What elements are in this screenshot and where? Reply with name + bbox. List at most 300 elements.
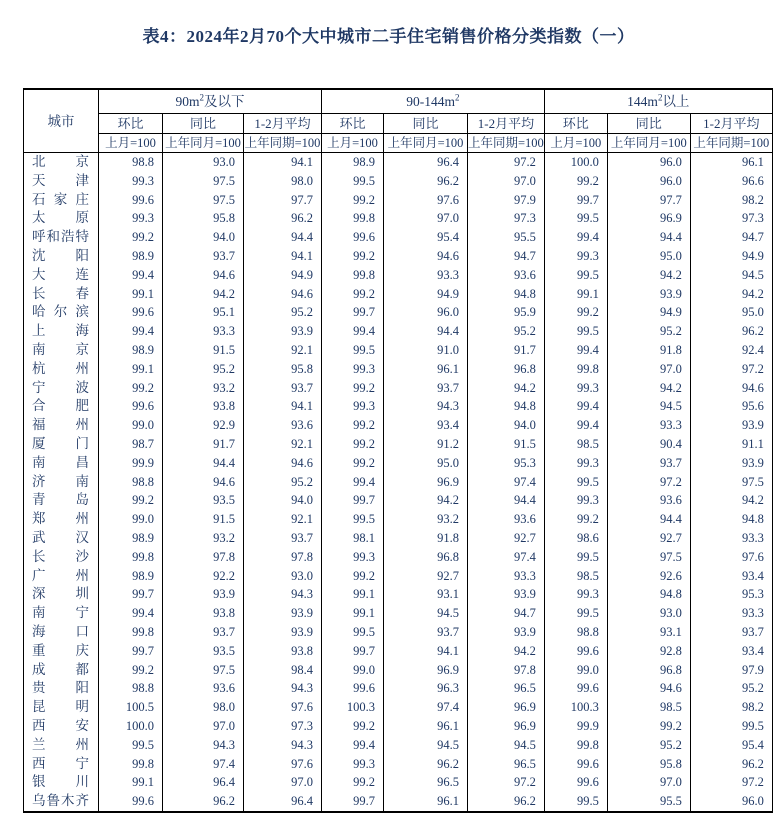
value-cell: 97.2 (690, 773, 772, 792)
value-cell: 93.4 (690, 642, 772, 661)
value-cell: 96.1 (690, 153, 772, 172)
city-cell: 上海 (24, 322, 99, 341)
value-cell: 93.4 (690, 567, 772, 586)
value-cell: 97.5 (163, 661, 244, 680)
value-cell: 95.4 (384, 228, 468, 247)
value-cell: 96.2 (244, 209, 322, 228)
table-row (24, 247, 773, 266)
value-cell: 98.9 (99, 529, 163, 548)
table-row (24, 661, 773, 680)
value-cell: 99.1 (99, 285, 163, 304)
value-cell: 94.9 (244, 266, 322, 285)
value-cell: 93.7 (163, 623, 244, 642)
city-cell: 兰州 (24, 736, 99, 755)
table-row (24, 209, 773, 228)
value-cell: 97.3 (468, 209, 545, 228)
value-cell: 98.9 (99, 247, 163, 266)
value-cell: 93.0 (607, 604, 690, 623)
value-cell: 97.8 (244, 548, 322, 567)
value-cell: 96.9 (468, 698, 545, 717)
city-cell: 西宁 (24, 755, 99, 774)
value-cell: 92.1 (244, 435, 322, 454)
value-cell: 96.4 (163, 773, 244, 792)
value-cell: 93.0 (244, 567, 322, 586)
value-cell: 96.8 (607, 661, 690, 680)
value-cell: 99.2 (544, 303, 607, 322)
value-cell: 90.4 (607, 435, 690, 454)
value-cell: 93.9 (163, 585, 244, 604)
value-cell: 94.9 (690, 247, 772, 266)
city-cell: 大连 (24, 266, 99, 285)
city-cell: 武汉 (24, 529, 99, 548)
value-cell: 97.7 (244, 191, 322, 210)
value-cell: 97.0 (607, 360, 690, 379)
value-cell: 99.0 (322, 661, 384, 680)
group-label-text: 90m (175, 94, 200, 109)
city-cell: 成都 (24, 661, 99, 680)
value-cell: 93.9 (468, 623, 545, 642)
value-cell: 96.3 (384, 679, 468, 698)
value-cell: 93.5 (163, 642, 244, 661)
measure-header-avg: 1-2月平均 (244, 114, 322, 134)
value-cell: 99.0 (99, 510, 163, 529)
value-cell: 95.2 (468, 322, 545, 341)
value-cell: 93.9 (690, 416, 772, 435)
value-cell: 99.5 (322, 510, 384, 529)
value-cell: 93.2 (384, 510, 468, 529)
value-cell: 93.7 (384, 623, 468, 642)
value-cell: 99.6 (99, 792, 163, 812)
value-cell: 97.0 (607, 773, 690, 792)
table-row (24, 736, 773, 755)
value-cell: 94.7 (468, 247, 545, 266)
value-cell: 99.2 (322, 567, 384, 586)
value-cell: 95.4 (690, 736, 772, 755)
value-cell: 93.6 (244, 416, 322, 435)
base-header-same-period-last-year: 上年同期=100 (690, 134, 772, 153)
value-cell: 94.6 (163, 473, 244, 492)
value-cell: 91.5 (163, 341, 244, 360)
value-cell: 93.9 (607, 285, 690, 304)
value-cell: 94.3 (384, 397, 468, 416)
value-cell: 97.3 (690, 209, 772, 228)
value-cell: 97.6 (244, 698, 322, 717)
value-cell: 99.5 (544, 266, 607, 285)
value-cell: 100.3 (544, 698, 607, 717)
table-row (24, 285, 773, 304)
value-cell: 99.2 (322, 247, 384, 266)
table-row (24, 567, 773, 586)
value-cell: 94.8 (468, 397, 545, 416)
value-cell: 99.2 (322, 379, 384, 398)
value-cell: 94.6 (690, 379, 772, 398)
value-cell: 99.3 (322, 755, 384, 774)
value-cell: 99.5 (544, 473, 607, 492)
value-cell: 96.2 (163, 792, 244, 812)
city-cell: 深圳 (24, 585, 99, 604)
city-cell: 太原 (24, 209, 99, 228)
city-cell: 长沙 (24, 548, 99, 567)
value-cell: 94.0 (163, 228, 244, 247)
value-cell: 100.0 (99, 717, 163, 736)
value-cell: 97.0 (384, 209, 468, 228)
value-cell: 99.3 (544, 585, 607, 604)
city-cell: 海口 (24, 623, 99, 642)
value-cell: 97.4 (384, 698, 468, 717)
value-cell: 99.8 (544, 736, 607, 755)
value-cell: 95.8 (244, 360, 322, 379)
value-cell: 93.9 (244, 322, 322, 341)
value-cell: 99.0 (544, 661, 607, 680)
value-cell: 98.5 (544, 567, 607, 586)
value-cell: 93.6 (468, 510, 545, 529)
city-cell: 哈尔滨 (24, 303, 99, 322)
table-row (24, 604, 773, 623)
value-cell: 96.0 (384, 303, 468, 322)
value-cell: 99.9 (99, 454, 163, 473)
value-cell: 99.4 (544, 341, 607, 360)
value-cell: 97.0 (468, 172, 545, 191)
value-cell: 94.6 (384, 247, 468, 266)
value-cell: 93.0 (163, 153, 244, 172)
measure-header-yoy: 同比 (607, 114, 690, 134)
value-cell: 94.2 (607, 266, 690, 285)
value-cell: 98.6 (544, 529, 607, 548)
table-row (24, 679, 773, 698)
value-cell: 94.5 (690, 266, 772, 285)
base-header-same-period-last-year: 上年同期=100 (244, 134, 322, 153)
value-cell: 99.0 (99, 416, 163, 435)
value-cell: 93.8 (163, 397, 244, 416)
value-cell: 92.7 (384, 567, 468, 586)
value-cell: 99.6 (544, 679, 607, 698)
value-cell: 98.7 (99, 435, 163, 454)
value-cell: 97.0 (163, 717, 244, 736)
value-cell: 98.8 (99, 679, 163, 698)
value-cell: 93.6 (607, 491, 690, 510)
value-cell: 99.6 (322, 679, 384, 698)
base-header-same-month-last-year: 上年同月=100 (607, 134, 690, 153)
value-cell: 97.4 (468, 548, 545, 567)
value-cell: 91.1 (690, 435, 772, 454)
group-label-text: 90-144m (406, 94, 456, 109)
value-cell: 93.9 (468, 585, 545, 604)
value-cell: 92.9 (163, 416, 244, 435)
city-cell: 宁波 (24, 379, 99, 398)
value-cell: 91.5 (468, 435, 545, 454)
table-row (24, 416, 773, 435)
value-cell: 92.1 (244, 341, 322, 360)
value-cell: 99.4 (99, 266, 163, 285)
value-cell: 100.3 (322, 698, 384, 717)
value-cell: 94.4 (384, 322, 468, 341)
value-cell: 96.9 (607, 209, 690, 228)
table-row (24, 585, 773, 604)
value-cell: 97.3 (244, 717, 322, 736)
value-cell: 99.3 (322, 397, 384, 416)
value-cell: 94.2 (690, 285, 772, 304)
value-cell: 93.7 (163, 247, 244, 266)
value-cell: 93.7 (244, 529, 322, 548)
value-cell: 94.1 (244, 153, 322, 172)
value-cell: 99.2 (322, 717, 384, 736)
table-row (24, 623, 773, 642)
value-cell: 93.3 (384, 266, 468, 285)
value-cell: 97.7 (607, 191, 690, 210)
value-cell: 95.8 (163, 209, 244, 228)
value-cell: 95.5 (468, 228, 545, 247)
base-header-prev-month: 上月=100 (322, 134, 384, 153)
table-row (24, 698, 773, 717)
city-cell: 沈阳 (24, 247, 99, 266)
city-cell: 重庆 (24, 642, 99, 661)
value-cell: 92.4 (690, 341, 772, 360)
value-cell: 99.3 (544, 454, 607, 473)
price-index-table (23, 88, 773, 813)
value-cell: 93.4 (384, 416, 468, 435)
value-cell: 93.1 (384, 585, 468, 604)
value-cell: 94.5 (384, 604, 468, 623)
value-cell: 93.7 (690, 623, 772, 642)
value-cell: 98.9 (322, 153, 384, 172)
group-label-text: 及以下 (204, 94, 245, 109)
value-cell: 99.5 (322, 623, 384, 642)
value-cell: 99.2 (322, 285, 384, 304)
city-cell: 昆明 (24, 698, 99, 717)
base-header-prev-month: 上月=100 (99, 134, 163, 153)
value-cell: 92.7 (607, 529, 690, 548)
value-cell: 99.5 (544, 209, 607, 228)
superscript-2: 2 (455, 92, 460, 103)
value-cell: 99.8 (99, 755, 163, 774)
city-cell: 济南 (24, 473, 99, 492)
table-row (24, 454, 773, 473)
value-cell: 99.8 (322, 266, 384, 285)
city-cell: 银川 (24, 773, 99, 792)
value-cell: 99.4 (322, 473, 384, 492)
table-row (24, 473, 773, 492)
value-cell: 94.6 (244, 285, 322, 304)
value-cell: 95.0 (384, 454, 468, 473)
measure-header-yoy: 同比 (384, 114, 468, 134)
value-cell: 99.2 (322, 435, 384, 454)
value-cell: 94.2 (384, 491, 468, 510)
value-cell: 96.5 (468, 679, 545, 698)
value-cell: 97.0 (244, 773, 322, 792)
table-row (24, 548, 773, 567)
value-cell: 94.3 (244, 585, 322, 604)
city-cell: 合肥 (24, 397, 99, 416)
measure-header-yoy: 同比 (163, 114, 244, 134)
value-cell: 97.6 (384, 191, 468, 210)
value-cell: 91.8 (607, 341, 690, 360)
value-cell: 99.4 (544, 397, 607, 416)
value-cell: 95.5 (607, 792, 690, 812)
value-cell: 99.2 (99, 228, 163, 247)
value-cell: 94.4 (607, 228, 690, 247)
value-cell: 99.2 (544, 172, 607, 191)
value-cell: 98.5 (544, 435, 607, 454)
table-row (24, 792, 773, 812)
city-cell: 南宁 (24, 604, 99, 623)
table-row (24, 303, 773, 322)
value-cell: 92.8 (607, 642, 690, 661)
value-cell: 93.5 (163, 491, 244, 510)
value-cell: 99.8 (322, 209, 384, 228)
value-cell: 99.4 (544, 228, 607, 247)
value-cell: 99.4 (99, 322, 163, 341)
value-cell: 97.9 (468, 191, 545, 210)
value-cell: 98.9 (99, 341, 163, 360)
value-cell: 99.4 (322, 736, 384, 755)
table-header (24, 89, 773, 153)
value-cell: 99.7 (322, 642, 384, 661)
value-cell: 99.5 (544, 322, 607, 341)
value-cell: 96.5 (384, 773, 468, 792)
value-cell: 95.8 (607, 755, 690, 774)
value-cell: 99.2 (544, 510, 607, 529)
value-cell: 98.8 (99, 153, 163, 172)
value-cell: 93.7 (384, 379, 468, 398)
value-cell: 99.1 (99, 773, 163, 792)
value-cell: 99.5 (544, 548, 607, 567)
value-cell: 97.9 (690, 661, 772, 680)
value-cell: 98.2 (690, 698, 772, 717)
value-cell: 93.3 (690, 604, 772, 623)
city-cell: 西安 (24, 717, 99, 736)
value-cell: 97.6 (690, 548, 772, 567)
value-cell: 99.6 (544, 642, 607, 661)
value-cell: 94.2 (468, 379, 545, 398)
value-cell: 94.9 (384, 285, 468, 304)
value-cell: 98.9 (99, 567, 163, 586)
value-cell: 94.6 (607, 679, 690, 698)
value-cell: 95.2 (244, 303, 322, 322)
city-cell: 杭州 (24, 360, 99, 379)
value-cell: 98.4 (244, 661, 322, 680)
value-cell: 97.6 (244, 755, 322, 774)
value-cell: 94.7 (690, 228, 772, 247)
value-cell: 94.9 (607, 303, 690, 322)
value-cell: 92.1 (244, 510, 322, 529)
value-cell: 99.3 (99, 209, 163, 228)
value-cell: 99.2 (322, 416, 384, 435)
city-cell: 厦门 (24, 435, 99, 454)
value-cell: 94.8 (468, 285, 545, 304)
value-cell: 99.2 (322, 191, 384, 210)
value-cell: 99.8 (544, 360, 607, 379)
table-row (24, 529, 773, 548)
value-cell: 94.0 (468, 416, 545, 435)
value-cell: 99.8 (99, 548, 163, 567)
measure-header-avg: 1-2月平均 (690, 114, 772, 134)
value-cell: 94.4 (163, 454, 244, 473)
value-cell: 91.7 (468, 341, 545, 360)
value-cell: 99.6 (99, 303, 163, 322)
superscript-2: 2 (657, 92, 663, 103)
value-cell: 99.1 (322, 604, 384, 623)
value-cell: 99.5 (544, 792, 607, 812)
value-cell: 91.2 (384, 435, 468, 454)
value-cell: 95.2 (244, 473, 322, 492)
value-cell: 99.7 (322, 792, 384, 812)
base-header-same-month-last-year: 上年同月=100 (384, 134, 468, 153)
value-cell: 99.3 (544, 491, 607, 510)
value-cell: 96.5 (468, 755, 545, 774)
value-cell: 96.1 (384, 792, 468, 812)
value-cell: 99.3 (322, 548, 384, 567)
value-cell: 97.5 (690, 473, 772, 492)
value-cell: 99.6 (544, 755, 607, 774)
group-header-90-and-below (99, 89, 322, 114)
value-cell: 99.1 (99, 360, 163, 379)
value-cell: 96.0 (690, 792, 772, 812)
value-cell: 94.2 (690, 491, 772, 510)
value-cell: 93.9 (244, 604, 322, 623)
value-cell: 98.0 (244, 172, 322, 191)
measure-header-mom: 环比 (322, 114, 384, 134)
value-cell: 94.6 (163, 266, 244, 285)
table-row (24, 360, 773, 379)
value-cell: 96.6 (690, 172, 772, 191)
value-cell: 97.5 (163, 172, 244, 191)
value-cell: 98.1 (322, 529, 384, 548)
table-row (24, 717, 773, 736)
city-cell: 贵阳 (24, 679, 99, 698)
superscript-2: 2 (199, 92, 204, 103)
measure-header-mom: 环比 (99, 114, 163, 134)
value-cell: 95.2 (163, 360, 244, 379)
value-cell: 93.3 (690, 529, 772, 548)
value-cell: 96.9 (468, 717, 545, 736)
value-cell: 96.8 (468, 360, 545, 379)
value-cell: 96.1 (384, 717, 468, 736)
group-label-text: 以上 (662, 94, 690, 109)
value-cell: 99.9 (544, 717, 607, 736)
measure-header-mom: 环比 (544, 114, 607, 134)
value-cell: 94.3 (244, 679, 322, 698)
value-cell: 99.5 (544, 604, 607, 623)
value-cell: 95.1 (163, 303, 244, 322)
value-cell: 94.0 (244, 491, 322, 510)
city-cell: 郑州 (24, 510, 99, 529)
value-cell: 94.2 (468, 642, 545, 661)
value-cell: 99.1 (322, 585, 384, 604)
value-cell: 91.8 (384, 529, 468, 548)
table-row (24, 322, 773, 341)
value-cell: 99.5 (99, 736, 163, 755)
value-cell: 96.0 (607, 153, 690, 172)
value-cell: 94.3 (163, 736, 244, 755)
table-row (24, 172, 773, 191)
value-cell: 94.4 (244, 228, 322, 247)
value-cell: 93.8 (163, 604, 244, 623)
value-cell: 92.2 (163, 567, 244, 586)
value-cell: 99.5 (690, 717, 772, 736)
group-header-90-144 (322, 89, 545, 114)
value-cell: 96.2 (690, 755, 772, 774)
value-cell: 95.3 (468, 454, 545, 473)
value-cell: 93.3 (607, 416, 690, 435)
value-cell: 99.2 (322, 454, 384, 473)
value-cell: 99.7 (99, 585, 163, 604)
value-cell: 94.4 (468, 491, 545, 510)
table-row (24, 191, 773, 210)
value-cell: 94.1 (384, 642, 468, 661)
group-header-144-above (544, 89, 772, 114)
value-cell: 97.8 (468, 661, 545, 680)
value-cell: 93.8 (244, 642, 322, 661)
